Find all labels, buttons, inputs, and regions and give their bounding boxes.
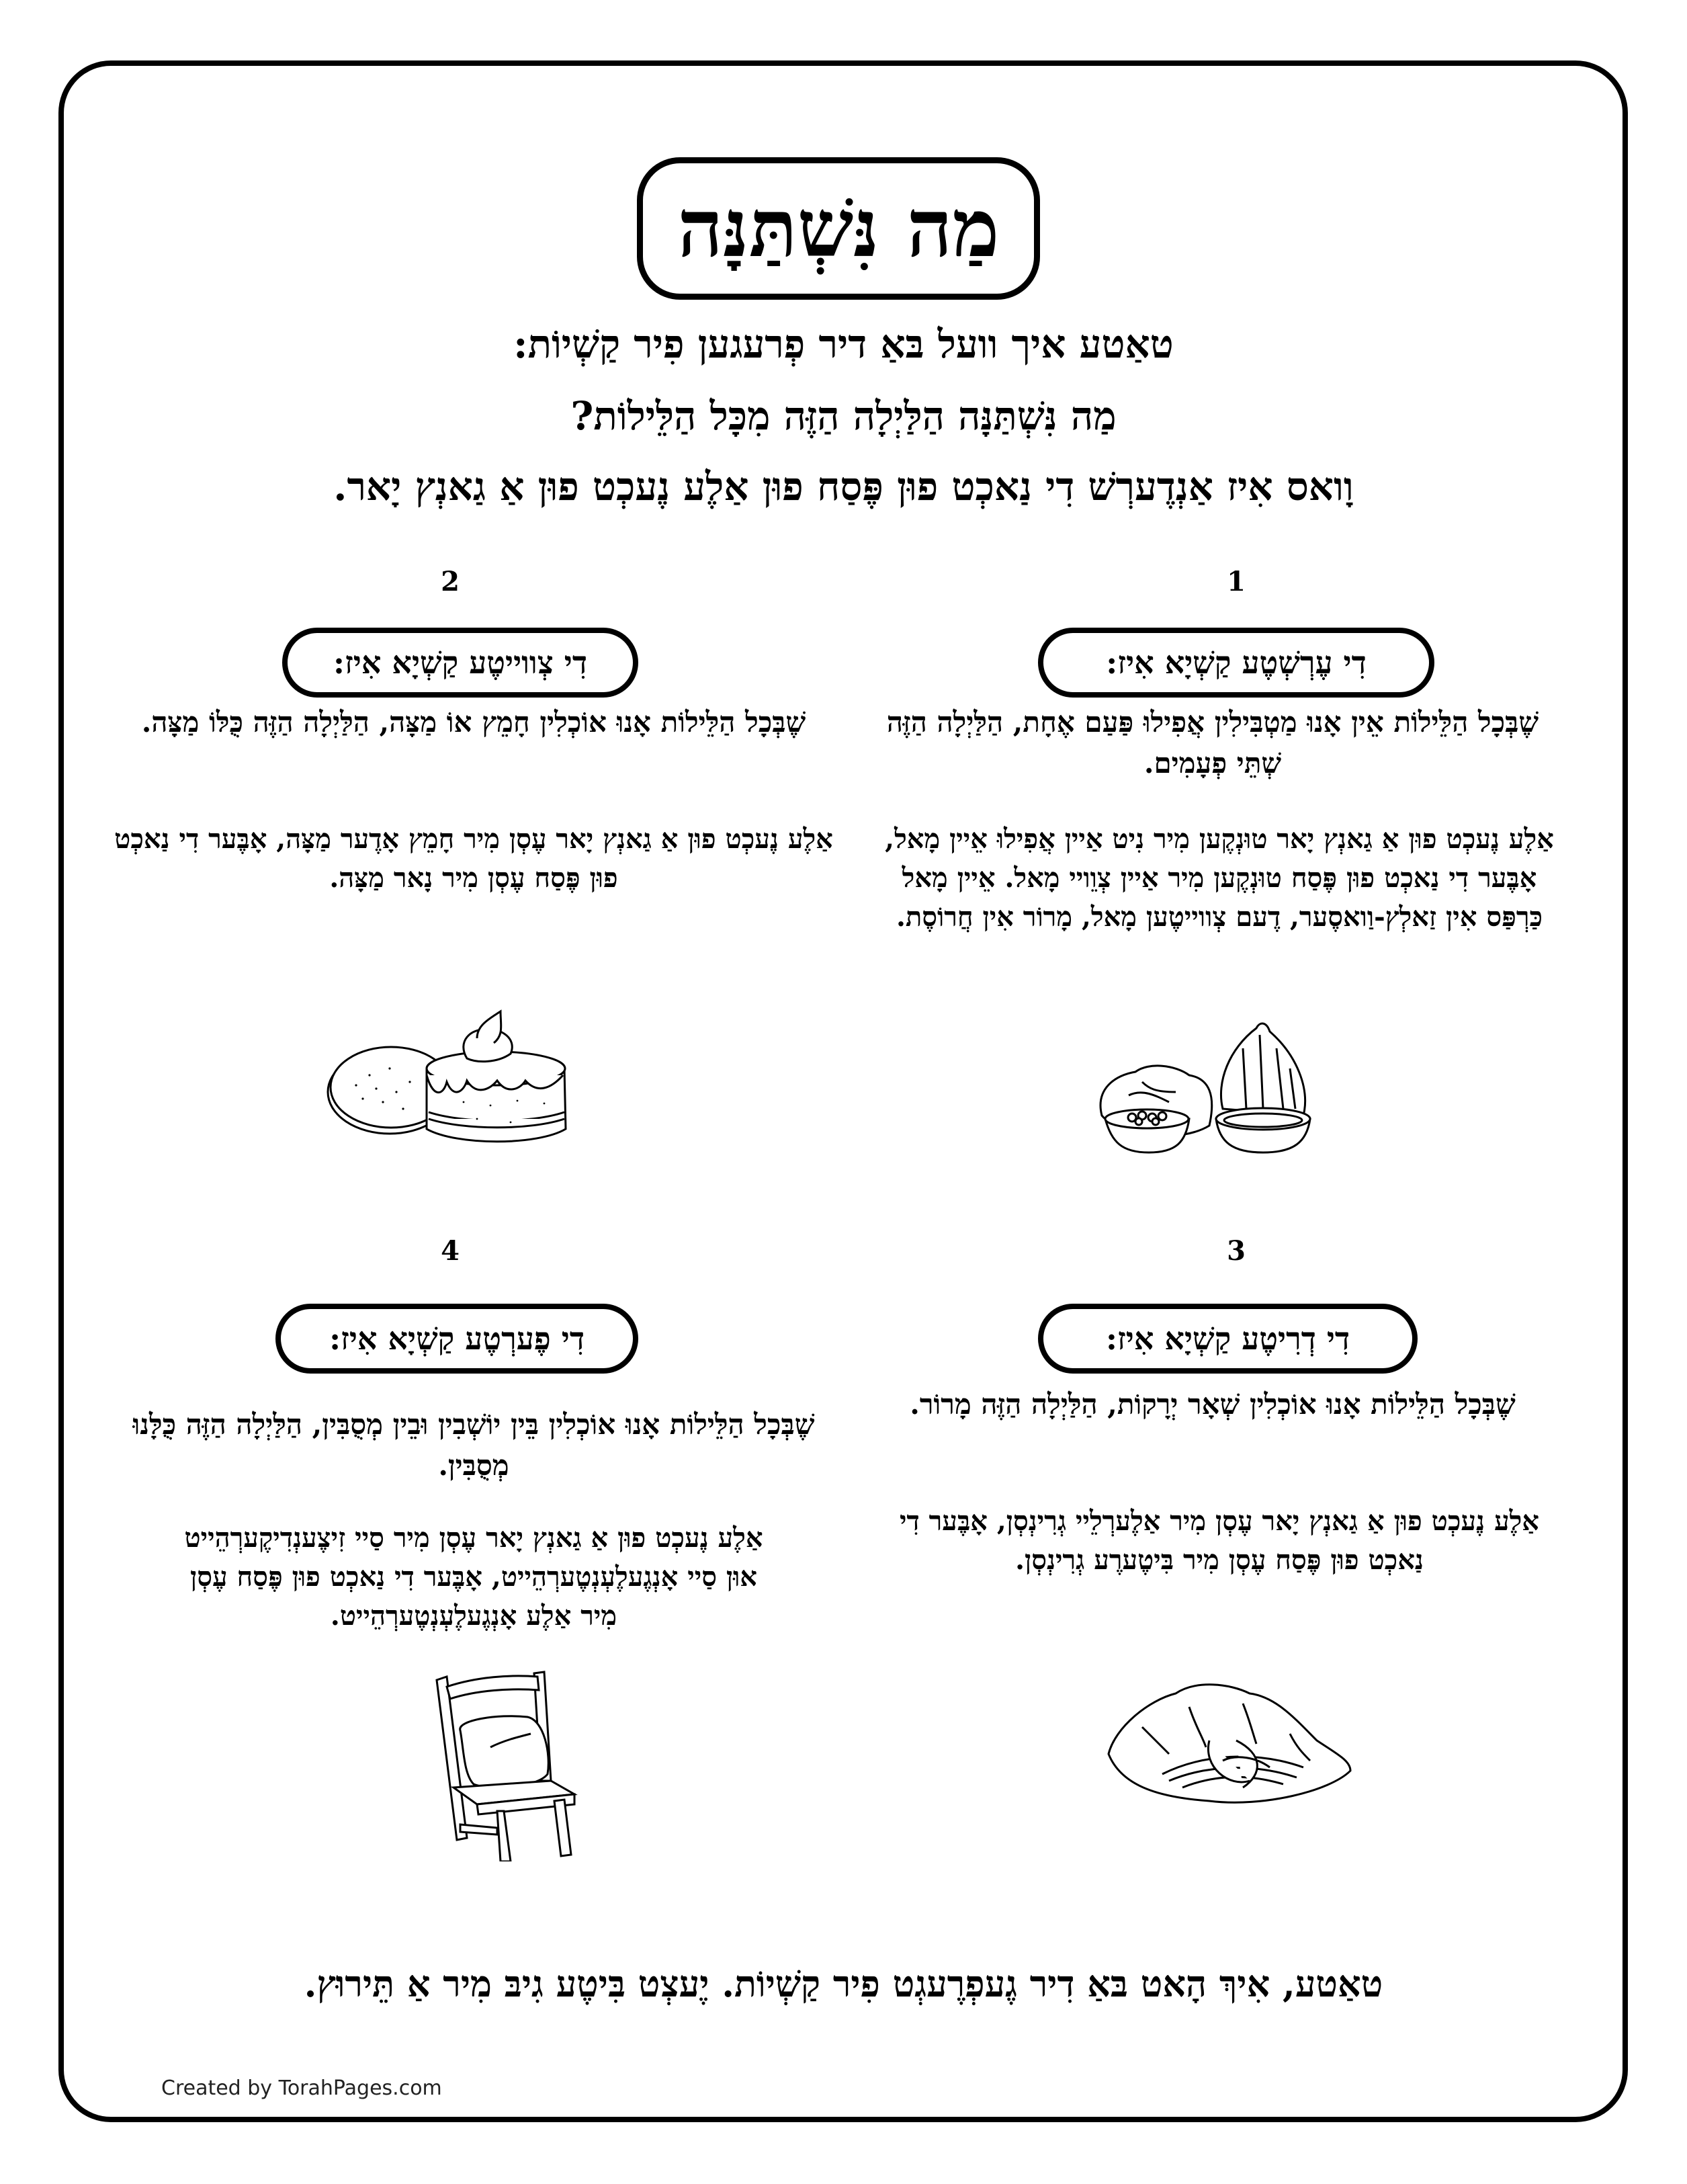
question-number-2: 2 (441, 566, 460, 597)
question-hebrew-2: שֶׁבְּכָל הַלֵּילוֹת אָנוּ אוֹכְלִין חָמֵץ אוֹ מַצָּה, הַלַּיְלָה הַזֶּה כֻּלּוֹ מַצָּה. (141, 706, 806, 739)
question-heading-3: דִי דְרִיטֶע קַשְׁיָא אִיז: (1106, 1320, 1350, 1357)
page-border (58, 60, 1628, 2122)
page-title: מַה נִּשְׁתַּנָּה (677, 181, 1000, 275)
question-hebrew-1: שֶׁבְּכָל הַלֵּילוֹת אֵין אָנוּ מַטְבִּילִין אֲפִילוּ פַּעַם אֶחָת, הַלַּיְלָה הַזֶּה שְׁתֵּי פְעָמִים. (886, 706, 1539, 780)
question-heading-4: דִי פֶערְטֶע קַשְׁיָא אִיז: (329, 1320, 585, 1357)
question-heading-box-1 (1038, 628, 1434, 698)
question-yiddish-2: אַלֶע נֶעכְט פוּן אַ גַאנְץ יָאר עֶסְן מִיר חָמֵץ אָדֶער מַצָּה, אָבֶּער דִי נַאכְט פוּן פֶּסַח עֶסְן מִיר נָאר מַצָּה. (114, 823, 833, 894)
question-yiddish-1: אַלֶע נֶעכְט פוּן אַ גַאנְץ יָאר טוּנְקֶען מִיר נִיט אַיין אֲפִילוּ אֵיין מָאל, אָבֶּער דִי נַאכְט פוּן פֶּסַח טוּנְקֶען מִיר אַיין צְוֵויי מָאל. אֵיין מָאל כַּרְפַּס אִין זַאלְץ-וַואסֶער, דֶעם צְווייטֶען מָאל, מָרוֹר אִין חֲרוֹסֶת. (885, 823, 1554, 933)
question-hebrew-4: שֶׁבְּכָל הַלֵּילוֹת אָנוּ אוֹכְלִין בֵּין יוֹשְׁבִין וּבֵין מְסֻבִּין, הַלַּיְלָה הַזֶּה כֻּלָּנוּ מְסֻבִּין. (132, 1408, 815, 1482)
maror-lettuce-illustration (1095, 1673, 1364, 1814)
question-heading-box-2 (282, 628, 638, 698)
intro-line-2: מַה נִּשְׁתַּנָּה הַלַּיְלָה הַזֶּה מִכָּל הַלֵּילוֹת? (570, 393, 1117, 439)
question-heading-2: דִי צְווייטֶע קַשְׁיָא אִיז: (333, 644, 587, 681)
question-heading-box-4 (275, 1304, 638, 1374)
credit-text: Created by TorahPages.com (161, 2076, 442, 2100)
closing-line: טאַטע, אִיךְ הָאט בּאַ דִיר גֶעפְרֶעגְט פִיר קַשְׁיוֹת. יֶעצְט בִּיטֶע גִיבּ מִיר אַ תֵּירוּץ. (304, 1962, 1383, 2005)
question-number-1: 1 (1227, 566, 1246, 597)
question-yiddish-4: אַלֶע נֶעכְט פוּן אַ גַאנְץ יָאר עֶסְן מִיר סַיי זִיצֶענְדִיקֶערְהֵייט אוּן סַיי אָנְגֶעלֶעְנְטֶערְהֵייט, אָבֶּער דִי נַאכְט פוּן פֶּסַח עֶסְן מִיר אַלֶע אָנְגֶעלֶעְנְטֶערְהֵייט. (184, 1522, 763, 1632)
question-heading-box-3 (1038, 1304, 1418, 1374)
intro-line-3: וָואס אִיז אַנְדֶערְשׁ דִי נַאכְט פוּן פֶּסַח פוּן אַלֶע נֶעכְט פוּן אַ גַאנְץ יָאר. (333, 464, 1354, 509)
question-yiddish-3: אַלֶע נֶעכְט פוּן אַ גַאנְץ יָאר עֶסְן מִיר אַלֶערְלֵיי גְרִינְסְן, אָבֶּער דִי נַאכְט פוּן פֶּסַח עֶסְן מִיר בִּיטֶערֶע גְרִינְסְן. (900, 1505, 1539, 1576)
intro-line-1: טאַטע איך וועל בּאַ דיר פְרעגען פִיר קַשְׁיוֹת: (513, 321, 1174, 367)
question-number-4: 4 (441, 1235, 460, 1267)
chair-with-pillow-illustration (417, 1667, 578, 1861)
matzah-and-cake-illustration (316, 981, 611, 1149)
question-hebrew-3: שֶׁבְּכָל הַלֵּילוֹת אָנוּ אוֹכְלִין שְׁאָר יְרָקוֹת, הַלַּיְלָה הַזֶּה מָרוֹר. (910, 1388, 1516, 1421)
karpas-maror-charoset-illustration (1082, 1008, 1377, 1163)
title-box (637, 157, 1040, 300)
question-number-3: 3 (1227, 1235, 1246, 1267)
question-heading-1: דִי עֶרְשְׁטֶע קַשְׁיָא אִיז: (1106, 644, 1367, 681)
